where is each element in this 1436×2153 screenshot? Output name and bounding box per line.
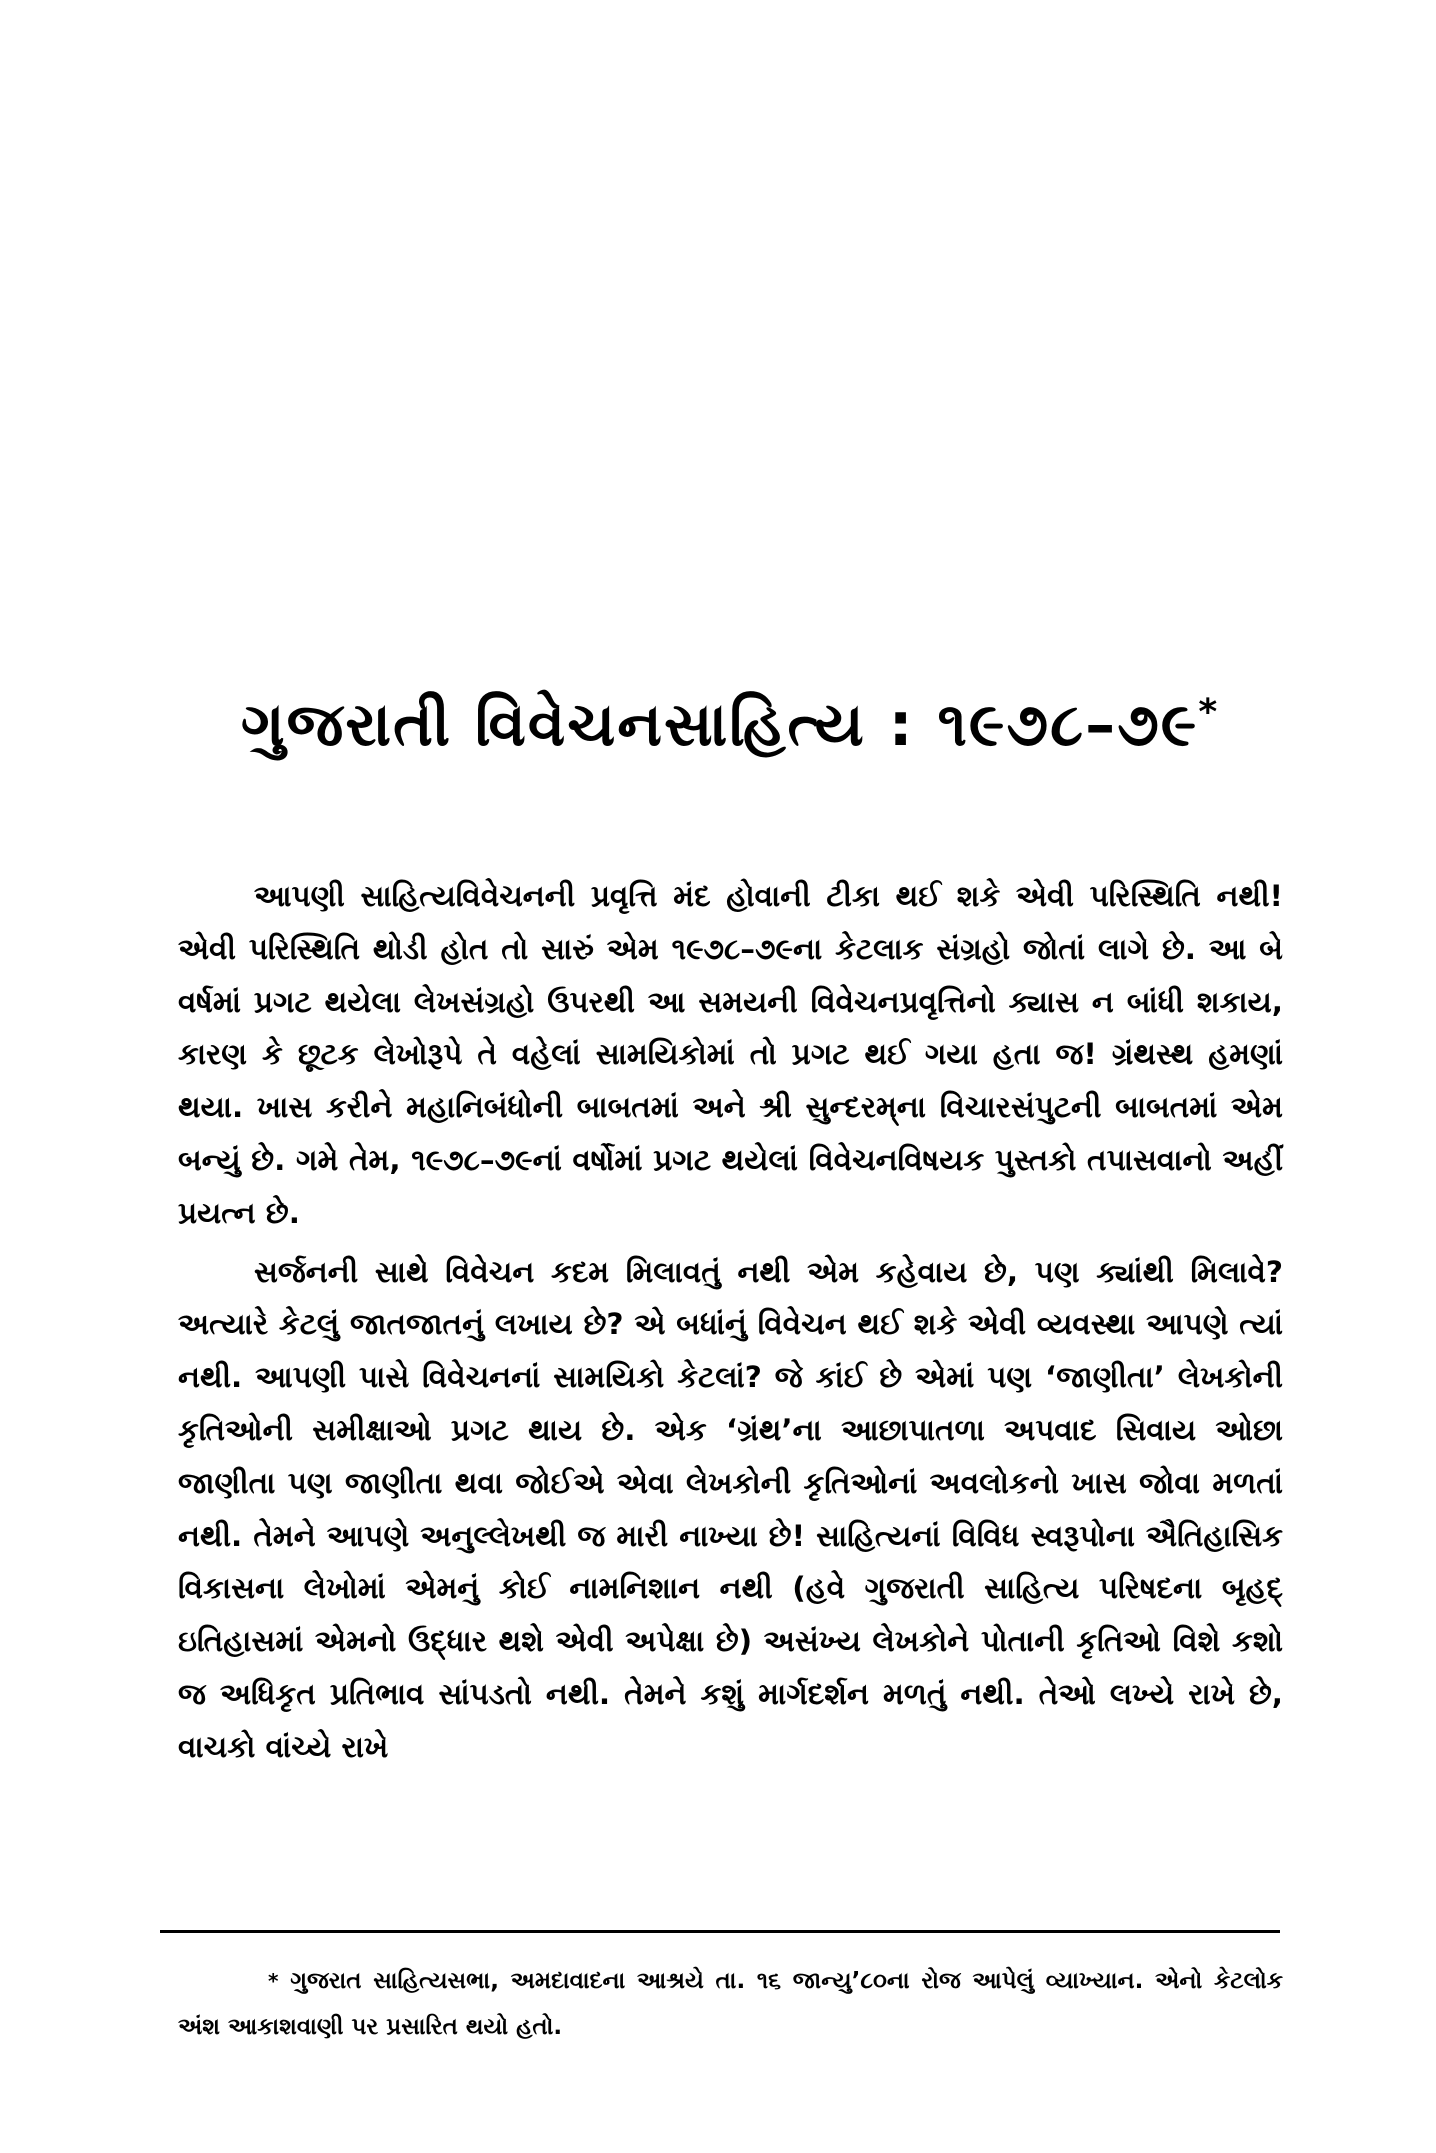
footnote-marker: * — [268, 1969, 279, 1993]
body-text — [178, 870, 1283, 1774]
page-title-text: ગુજરાતી વિવેચનસાહિત્ય : ૧૯૭૮–૭૯ — [240, 690, 1199, 760]
page-title — [150, 690, 1310, 760]
paragraph-2: સર્જનની સાથે વિવેચન કદમ મિલાવતું નથી એમ કહેવાય છે, પણ ક્યાંથી મિલાવે? અત્યારે કેટલું જાતજાતનું લખાય છે? એ બધાંનું વિવેચન થઈ શકે એવી વ્યવસ્થા આપણે ત્યાં નથી. આપણી પાસે વિવેચનનાં સામયિકો કેટલાં? જે કાંઈ છે એમાં પણ ‘જાણીતા’ લેખકોની કૃતિઓની સમીક્ષાઓ પ્રગટ થાય છે. એક ‘ગ્રંથ’ના આછાપાતળા અપવાદ સિવાય ઓછા જાણીતા પણ જાણીતા થવા જોઈએ એવા લેખકોની કૃતિઓનાં અવલોકનો ખાસ જોવા મળતાં નથી. તેમને આપણે અનુલ્લેખથી જ મારી નાખ્યા છે! સાહિત્યનાં વિવિધ સ્વરૂપોના ઐતિહાસિક વિકાસના લેખોમાં એમનું કોઈ નામનિશાન નથી (હવે ગુજરાતી સાહિત્ય પરિષદના બૃહદ્ ઇતિહાસમાં એમનો ઉદ્ધાર થશે એવી અપેક્ષા છે) અસંખ્ય લેખકોને પોતાની કૃતિઓ વિશે કશો જ અધિકૃત પ્રતિભાવ સાંપડતો નથી. તેમને કશું માર્ગદર્શન મળતું નથી. તેઓ લખ્યે રાખે છે, વાચકો વાંચ્યે રાખે — [178, 1254, 1283, 1764]
footnote-text: ગુજરાત સાહિત્યસભા, અમદાવાદના આશ્રયે તા. ૧૬ જાન્યુ’૮૦ના રોજ આપેલું વ્યાખ્યાન. એનો કેટલોક અંશ આકાશવાણી પર પ્રસારિત થયો હતો. — [178, 1968, 1283, 2040]
paragraph-1: આપણી સાહિત્યવિવેચનની પ્રવૃત્તિ મંદ હોવાની ટીકા થઈ શકે એવી પરિસ્થિતિ નથી! એવી પરિસ્થિતિ થોડી હોત તો સારું એમ ૧૯૭૮–૭૯ના કેટલાક સંગ્રહો જોતાં લાગે છે. આ બે વર્ષમાં પ્રગટ થયેલા લેખસંગ્રહો ઉપરથી આ સમયની વિવેચનપ્રવૃત્તિનો ક્યાસ ન બાંધી શકાય, કારણ કે છૂટક લેખોરૂપે તે વહેલાં સામયિકોમાં તો પ્રગટ થઈ ગયા હતા જ! ગ્રંથસ્થ હમણાં થયા. ખાસ કરીને મહાનિબંધોની બાબતમાં અને શ્રી સુન્દરમ્‌ના વિચારસંપુટની બાબતમાં એમ બન્યું છે. ગમે તેમ, ૧૯૭૮–૭૯નાં વર્ષોમાં પ્રગટ થયેલાં વિવેચનવિષયક પુસ્તકો તપાસવાનો અહીં પ્રયત્ન છે. — [178, 879, 1283, 1230]
footnote-divider — [160, 1930, 1280, 1933]
footnote — [178, 1958, 1283, 2050]
footnote-reference-mark: * — [1198, 692, 1220, 733]
